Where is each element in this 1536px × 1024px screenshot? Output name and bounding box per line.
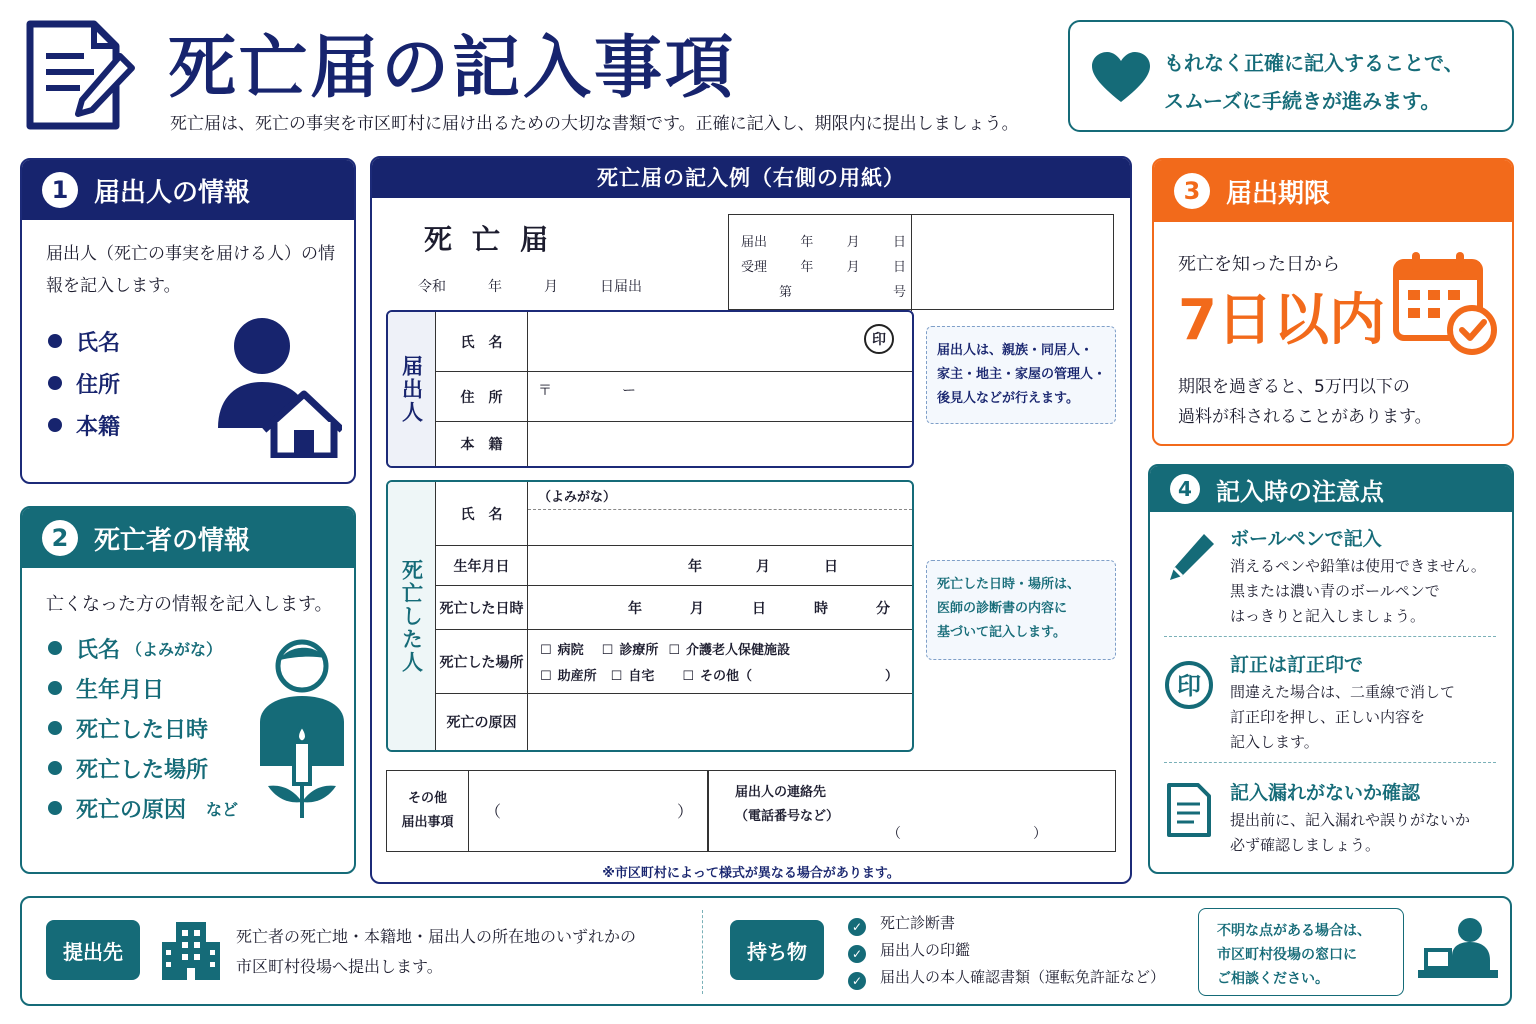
- panel-header: [22, 160, 354, 220]
- required-items-list: [848, 910, 1165, 991]
- applicant-field-group: [386, 310, 914, 468]
- group-side-label: 死亡した人: [388, 482, 436, 750]
- svg-text:印: 印: [1177, 672, 1201, 700]
- form-date-line: 令和 年 月 日届出: [418, 279, 642, 295]
- tip-description: 消えるペンや鉛筆は使用できません。 黒または濃い青のボールペンで はっきりと記入しましょう。: [1230, 557, 1486, 625]
- check-icon: ✓: [848, 918, 866, 936]
- tip-title: ボールペンで記入: [1230, 528, 1382, 550]
- list-item: 氏名: [48, 320, 120, 362]
- section-number: 3: [1174, 173, 1210, 209]
- writing-tips-panel: [1148, 464, 1514, 874]
- help-speech-bubble: 不明な点がある場合は、 市区町村役場の窓口に ご相談ください。: [1198, 908, 1404, 996]
- list-item: 本籍: [48, 404, 120, 446]
- form-row-death-cause: 死亡の原因: [436, 694, 912, 750]
- receipt-box: [728, 214, 1114, 310]
- receipt-row: 第 号: [779, 285, 906, 300]
- deadline-intro: 死亡を知った日から: [1178, 254, 1340, 275]
- deadline-value: 7日以内: [1178, 288, 1385, 353]
- tip-description: 間違えた場合は、二重線で消して 訂正印を押し、正しい内容を 記入します。: [1230, 683, 1456, 751]
- heart-icon: [1092, 52, 1150, 104]
- section-title: 死亡者の情報: [94, 525, 251, 556]
- deceased-info-panel: [20, 506, 356, 874]
- panel-header: [22, 508, 354, 568]
- page-subtitle: 死亡届は、死亡の事実を市区町村に届け出るための大切な書類です。正確に記入し、期限内に提出しましょう。: [170, 114, 1019, 134]
- list-item: 住所: [48, 362, 120, 404]
- form-row-birthdate: 生年月日 年 月 日: [436, 546, 912, 586]
- list-item: 氏名 （よみがな）: [48, 628, 238, 668]
- panel-header: [1154, 160, 1512, 222]
- form-row-name: 氏 名 印: [436, 312, 912, 372]
- panel-header: [1150, 466, 1512, 512]
- other-notes-box: その他 届出事項 （ ）: [386, 770, 708, 852]
- form-row-death-datetime: 死亡した日時 年 月 日 時 分: [436, 586, 912, 630]
- deceased-note: 死亡した日時・場所は、 医師の診断書の内容に 基づいて記入します。: [926, 560, 1116, 660]
- list-item: 死亡の原因 など: [48, 788, 238, 828]
- list-item: 死亡した場所: [48, 748, 238, 788]
- tip-line-1: もれなく正確に記入することで、: [1164, 51, 1464, 75]
- accuracy-tip-box: [1068, 20, 1514, 132]
- section-title: 届出人の情報: [94, 177, 251, 208]
- deceased-item-list: [48, 628, 238, 828]
- form-row-death-place: 死亡した場所 ☐ 病院 ☐ 診療所 ☐ 介護老人保健施設 ☐ 助産所 ☐ 自宅 ☐ その他（ ）: [436, 630, 912, 694]
- check-icon: ✓: [848, 972, 866, 990]
- section-number: 4: [1170, 474, 1200, 504]
- receipt-row: 届出 年 月 日: [741, 235, 906, 250]
- tip-title: 記入漏れがないか確認: [1230, 782, 1421, 804]
- section-title: 記入時の注意点: [1216, 477, 1384, 506]
- submission-info-bar: [20, 896, 1512, 1006]
- deadline-penalty-1: 期限を過ぎると、5万円以下の: [1178, 377, 1410, 397]
- applicant-info-panel: [20, 158, 356, 484]
- building-icon: [162, 920, 220, 980]
- death-form-example: [370, 156, 1132, 884]
- section-description: 届出人（死亡の事実を届ける人）の情報を記入します。: [46, 244, 335, 296]
- section-title: 届出期限: [1226, 178, 1331, 209]
- check-icon: ✓: [848, 945, 866, 963]
- document-pen-icon: [24, 18, 136, 132]
- section-description: 亡くなった方の情報を記入します。: [46, 594, 333, 615]
- form-footnote: ※市区町村によって様式が異なる場合があります。: [602, 866, 900, 881]
- deadline-penalty-2: 過料が科されることがあります。: [1178, 407, 1432, 427]
- deceased-field-group: [386, 480, 914, 752]
- list-item: 生年月日: [48, 668, 238, 708]
- applicant-item-list: [48, 320, 120, 446]
- pen-icon: [1168, 530, 1216, 586]
- applicant-note: 届出人は、親族・同居人・ 家主・地主・家屋の管理人・ 後見人などが行えます。: [926, 326, 1116, 424]
- receipt-row: 受理 年 月 日: [741, 260, 906, 275]
- submit-text-line-2: 市区町村役場へ提出します。: [236, 957, 443, 976]
- form-example-header: 死亡届の記入例（右側の用紙）: [372, 158, 1130, 198]
- tip-description: 提出前に、記入漏れや誤りがないか 必ず確認しましょう。: [1230, 811, 1471, 854]
- submit-text-line-1: 死亡者の死亡地・本籍地・届出人の所在地のいずれかの: [236, 927, 637, 946]
- form-row-domicile: 本 籍: [436, 422, 912, 466]
- list-item: ✓ 届出人の本人確認書類（運転免許証など）: [848, 964, 1165, 991]
- tip-title: 訂正は訂正印で: [1230, 654, 1364, 676]
- form-row-address: 住 所 〒 ー: [436, 372, 912, 422]
- tip-line-2: スムーズに手続きが進みます。: [1164, 89, 1441, 113]
- section-number: 2: [42, 520, 78, 556]
- submit-destination-tag: 提出先: [46, 920, 140, 980]
- form-title: 死亡届: [424, 223, 569, 256]
- checklist-document-icon: [1166, 782, 1212, 842]
- stamp-icon: 印: [864, 324, 894, 354]
- person-home-icon: [218, 318, 342, 458]
- mourner-candle-icon: [258, 636, 348, 826]
- list-item: ✓ 死亡診断書: [848, 910, 1165, 937]
- contact-box: 届出人の連絡先 （電話番号など） （ ）: [708, 770, 1116, 852]
- deadline-panel: [1152, 158, 1514, 446]
- list-item: 死亡した日時: [48, 708, 238, 748]
- required-items-tag: 持ち物: [730, 920, 824, 980]
- form-row-deceased-name: 氏 名 （よみがな）: [436, 482, 912, 546]
- list-item: ✓ 届出人の印鑑: [848, 937, 1165, 964]
- calendar-check-icon: [1392, 250, 1500, 358]
- desk-person-icon: [1418, 916, 1498, 988]
- page-title: 死亡届の記入事項: [168, 29, 737, 108]
- group-side-label: 届出人: [388, 312, 436, 466]
- stamp-icon: [1164, 660, 1214, 714]
- section-number: 1: [42, 172, 78, 208]
